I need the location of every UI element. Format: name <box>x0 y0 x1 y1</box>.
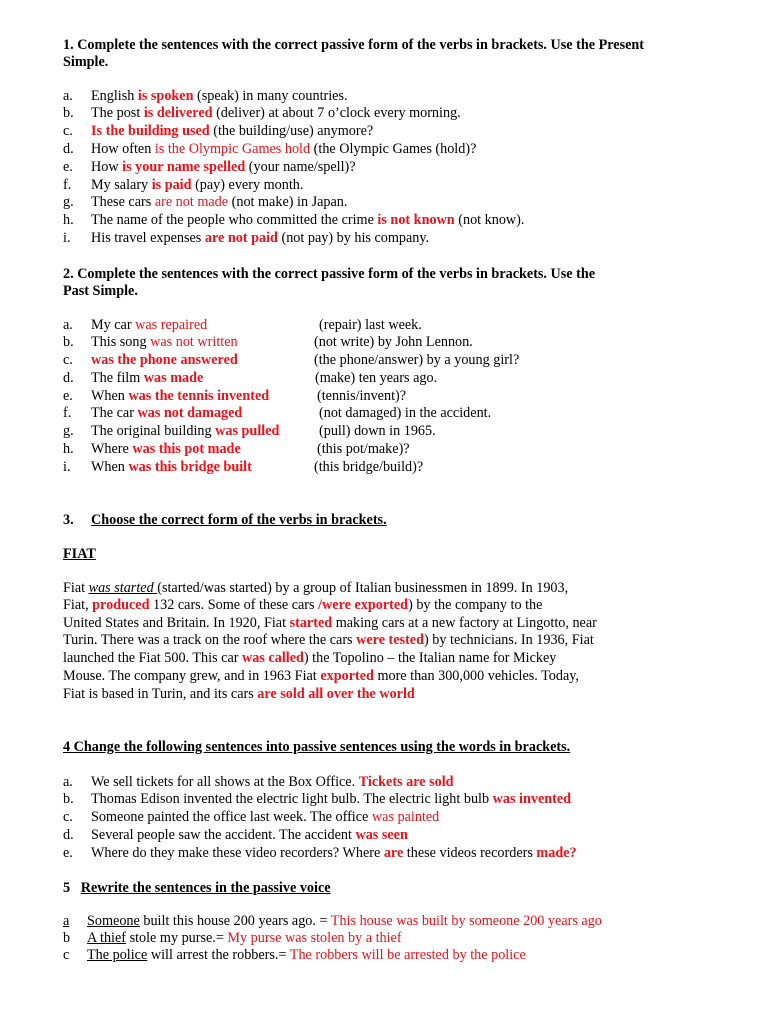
section-1-heading-line-1: 1. Complete the sentences with the correct passive form of the verbs in brackets. Use the Present <box>63 37 645 53</box>
item-label: i. <box>63 459 71 475</box>
paragraph-text: 132 cars. Some of these cars <box>149 597 319 613</box>
answer-text: was not written <box>150 334 238 350</box>
item-label: e. <box>63 388 73 404</box>
item-text: These cars <box>91 194 155 210</box>
item-text: Where <box>91 441 133 457</box>
item-text: The original building <box>91 423 216 439</box>
item-text: these videos recorders <box>403 845 537 861</box>
section-2-item <box>91 423 279 440</box>
answer-text: was this pot made <box>132 441 241 457</box>
section-2-item <box>91 388 269 405</box>
item-text: (the building/use) anymore? <box>209 123 374 139</box>
answer-text: was made <box>143 370 204 386</box>
section-1-item <box>91 194 347 211</box>
answer-text: is paid <box>151 177 192 193</box>
fiat-paragraph-line <box>63 632 594 649</box>
section-5-heading-text: Rewrite the sentences in the passive voice <box>80 880 331 896</box>
section-5-item <box>87 930 402 947</box>
item-label: h. <box>63 212 74 228</box>
item-label: e. <box>63 845 73 861</box>
section-5-heading <box>63 880 331 897</box>
answer-text: My purse was stolen by a thief <box>227 930 402 946</box>
item-text: We sell tickets for all shows at the Box Office. <box>91 774 359 790</box>
answer-text: produced <box>92 597 150 613</box>
paragraph-text: Mouse. The company grew, and in 1963 Fiat <box>63 668 321 684</box>
item-label: a. <box>63 774 73 790</box>
answer-text: was this bridge built <box>128 459 252 475</box>
section-4-heading: 4 Change the following sentences into passive sentences using the words in brackets. <box>63 739 571 755</box>
fiat-paragraph-line <box>63 686 415 703</box>
item-label: c. <box>63 123 73 139</box>
item-label: a. <box>63 317 73 333</box>
item-label: h. <box>63 441 74 457</box>
section-1-heading-line-2: Simple. <box>63 54 109 70</box>
item-text: The film <box>91 370 144 386</box>
item-hint: (this pot/make)? <box>317 441 410 457</box>
item-label: a <box>63 913 70 929</box>
item-text: His travel expenses <box>91 230 205 246</box>
item-text: will arrest the robbers.= <box>147 947 290 963</box>
item-text: English <box>91 88 138 104</box>
section-4-item <box>91 845 577 862</box>
paragraph-text: Turin. There was a track on the roof where the cars <box>63 632 357 648</box>
answer-text: are not made <box>154 194 229 210</box>
answer-text: was invented <box>492 791 572 807</box>
answer-text: Is the building used <box>91 123 210 139</box>
answer-text: was seen <box>355 827 408 843</box>
paragraph-text: launched the Fiat 500. This car <box>63 650 243 666</box>
section-4-item <box>91 809 439 826</box>
item-text: built this house 200 years ago. = <box>139 913 331 929</box>
item-label: c. <box>63 352 73 368</box>
section-2-heading-line-1: 2. Complete the sentences with the correct passive form of the verbs in brackets. Use the <box>63 266 596 282</box>
answer-text: is spoken <box>137 88 194 104</box>
paragraph-text: ) by the company to the <box>408 597 543 613</box>
item-label: c. <box>63 809 73 825</box>
answer-text: is your name spelled <box>122 159 249 175</box>
paragraph-text: Fiat is based in Turin, and its cars <box>63 686 258 702</box>
answer-text: was repaired <box>135 317 208 333</box>
section-1-item <box>91 123 373 140</box>
item-label: d. <box>63 141 74 157</box>
item-text: (pay) every month. <box>191 177 304 193</box>
fiat-paragraph-line <box>63 650 556 667</box>
item-label: a. <box>63 88 73 104</box>
section-1-item <box>91 177 303 194</box>
fiat-paragraph-line <box>63 597 542 614</box>
fiat-paragraph-line <box>63 615 597 632</box>
item-hint: (not damaged) in the accident. <box>319 405 492 421</box>
section-2-item <box>91 317 207 334</box>
paragraph-text: more than 300,000 vehicles. Today, <box>373 668 579 684</box>
item-text: (the Olympic Games (hold)? <box>310 141 477 157</box>
item-text: Several people saw the accident. The accident <box>91 827 356 843</box>
section-2-item <box>91 459 252 476</box>
item-hint: (not write) by John Lennon. <box>314 334 473 350</box>
section-4-item <box>91 827 408 844</box>
answer-text: is the Olympic Games hold <box>154 141 311 157</box>
answer-text: was not damaged <box>137 405 243 421</box>
item-hint: (pull) down in 1965. <box>319 423 436 439</box>
answer-text: are <box>383 845 404 861</box>
item-text: (speak) in many countries. <box>193 88 348 104</box>
paragraph-text: (started/was started) by a group of Italian businessmen in 1899. In 1903, <box>157 580 569 596</box>
answer-text: are sold all over the world <box>257 686 415 702</box>
section-5-item <box>87 947 526 964</box>
item-hint: (the phone/answer) by a young girl? <box>314 352 520 368</box>
section-5-number: 5 <box>63 880 71 896</box>
answer-text: is delivered <box>143 105 213 121</box>
item-text: When <box>91 388 129 404</box>
item-text: The car <box>91 405 138 421</box>
item-hint: (tennis/invent)? <box>317 388 407 404</box>
item-text: My salary <box>91 177 152 193</box>
answer-text: were tested <box>356 632 424 648</box>
section-1-item <box>91 105 461 122</box>
item-text: (not know). <box>454 212 525 228</box>
item-label: i. <box>63 230 71 246</box>
item-label: d. <box>63 370 74 386</box>
section-1-item <box>91 159 356 176</box>
item-text: My car <box>91 317 136 333</box>
item-label: f. <box>63 177 72 193</box>
fiat-paragraph-line <box>63 668 579 685</box>
item-text: The post <box>91 105 144 121</box>
section-2-item <box>91 352 238 369</box>
paragraph-text: was started <box>88 580 154 596</box>
item-label: b. <box>63 105 74 121</box>
section-2-item <box>91 441 241 458</box>
item-text: How often <box>91 141 155 157</box>
item-text: How <box>91 159 123 175</box>
item-text: (your name/spell)? <box>248 159 356 175</box>
section-1-item <box>91 212 524 229</box>
section-1-item <box>91 141 476 158</box>
item-label: e. <box>63 159 73 175</box>
item-hint: (make) ten years ago. <box>315 370 438 386</box>
answer-text: /were exported <box>318 597 409 613</box>
answer-text: started <box>289 615 333 631</box>
section-4-item <box>91 791 571 808</box>
fiat-title: FIAT <box>63 546 96 562</box>
item-hint: (this bridge/build)? <box>314 459 424 475</box>
item-text: (not make) in Japan. <box>228 194 348 210</box>
section-3-heading: Choose the correct form of the verbs in brackets. <box>91 512 387 528</box>
answer-text: was called <box>242 650 304 666</box>
item-label: b. <box>63 334 74 350</box>
item-text: stole my purse.= <box>126 930 228 946</box>
item-text: A thief <box>87 930 127 946</box>
item-text: The police <box>87 947 148 963</box>
fiat-paragraph-line <box>63 580 568 597</box>
item-text: Someone painted the office last week. The office <box>91 809 372 825</box>
answer-text: was the tennis invented <box>128 388 270 404</box>
answer-text: The robbers will be arrested by the police <box>289 947 526 963</box>
item-label: b. <box>63 791 74 807</box>
item-label: g. <box>63 423 74 439</box>
section-1-item <box>91 230 429 247</box>
item-text: Where do they make these video recorders? Where <box>91 845 384 861</box>
answer-text: made? <box>536 845 577 861</box>
section-2-item <box>91 334 238 351</box>
section-4-item <box>91 774 454 791</box>
answer-text: is not known <box>377 212 455 228</box>
paragraph-text: making cars at a new factory at Lingotto, near <box>332 615 597 631</box>
answer-text: Tickets are sold <box>358 774 454 790</box>
section-2-item <box>91 370 203 387</box>
item-text: This song <box>91 334 151 350</box>
item-text: The name of the people who committed the crime <box>91 212 378 228</box>
paragraph-text: Fiat, <box>63 597 93 613</box>
section-1-item <box>91 88 348 105</box>
item-hint: (repair) last week. <box>319 317 422 333</box>
section-5-item <box>87 913 602 930</box>
answer-text: This house was built by someone 200 years ago <box>330 913 602 929</box>
answer-text: exported <box>320 668 374 684</box>
item-label: b <box>63 930 71 946</box>
answer-text: was the phone answered <box>91 352 238 368</box>
paragraph-text: United States and Britain. In 1920, Fiat <box>63 615 290 631</box>
answer-text: are not paid <box>204 230 278 246</box>
paragraph-text: ) the Topolino – the Italian name for Mickey <box>303 650 557 666</box>
item-text: (not pay) by his company. <box>277 230 430 246</box>
section-2-heading-line-2: Past Simple. <box>63 283 138 299</box>
item-label: c <box>63 947 70 963</box>
paragraph-text: Fiat <box>63 580 89 596</box>
item-text: Someone <box>87 913 140 929</box>
answer-text: was painted <box>371 809 440 825</box>
answer-text: was pulled <box>215 423 280 439</box>
paragraph-text: ) by technicians. In 1936, Fiat <box>424 632 594 648</box>
section-3-number: 3. <box>63 512 74 528</box>
item-label: f. <box>63 405 72 421</box>
item-text: When <box>91 459 129 475</box>
item-label: d. <box>63 827 74 843</box>
section-2-item <box>91 405 242 422</box>
item-text: Thomas Edison invented the electric light bulb. The electric light bulb <box>91 791 493 807</box>
item-label: g. <box>63 194 74 210</box>
item-text: (deliver) at about 7 o’clock every morning. <box>212 105 461 121</box>
